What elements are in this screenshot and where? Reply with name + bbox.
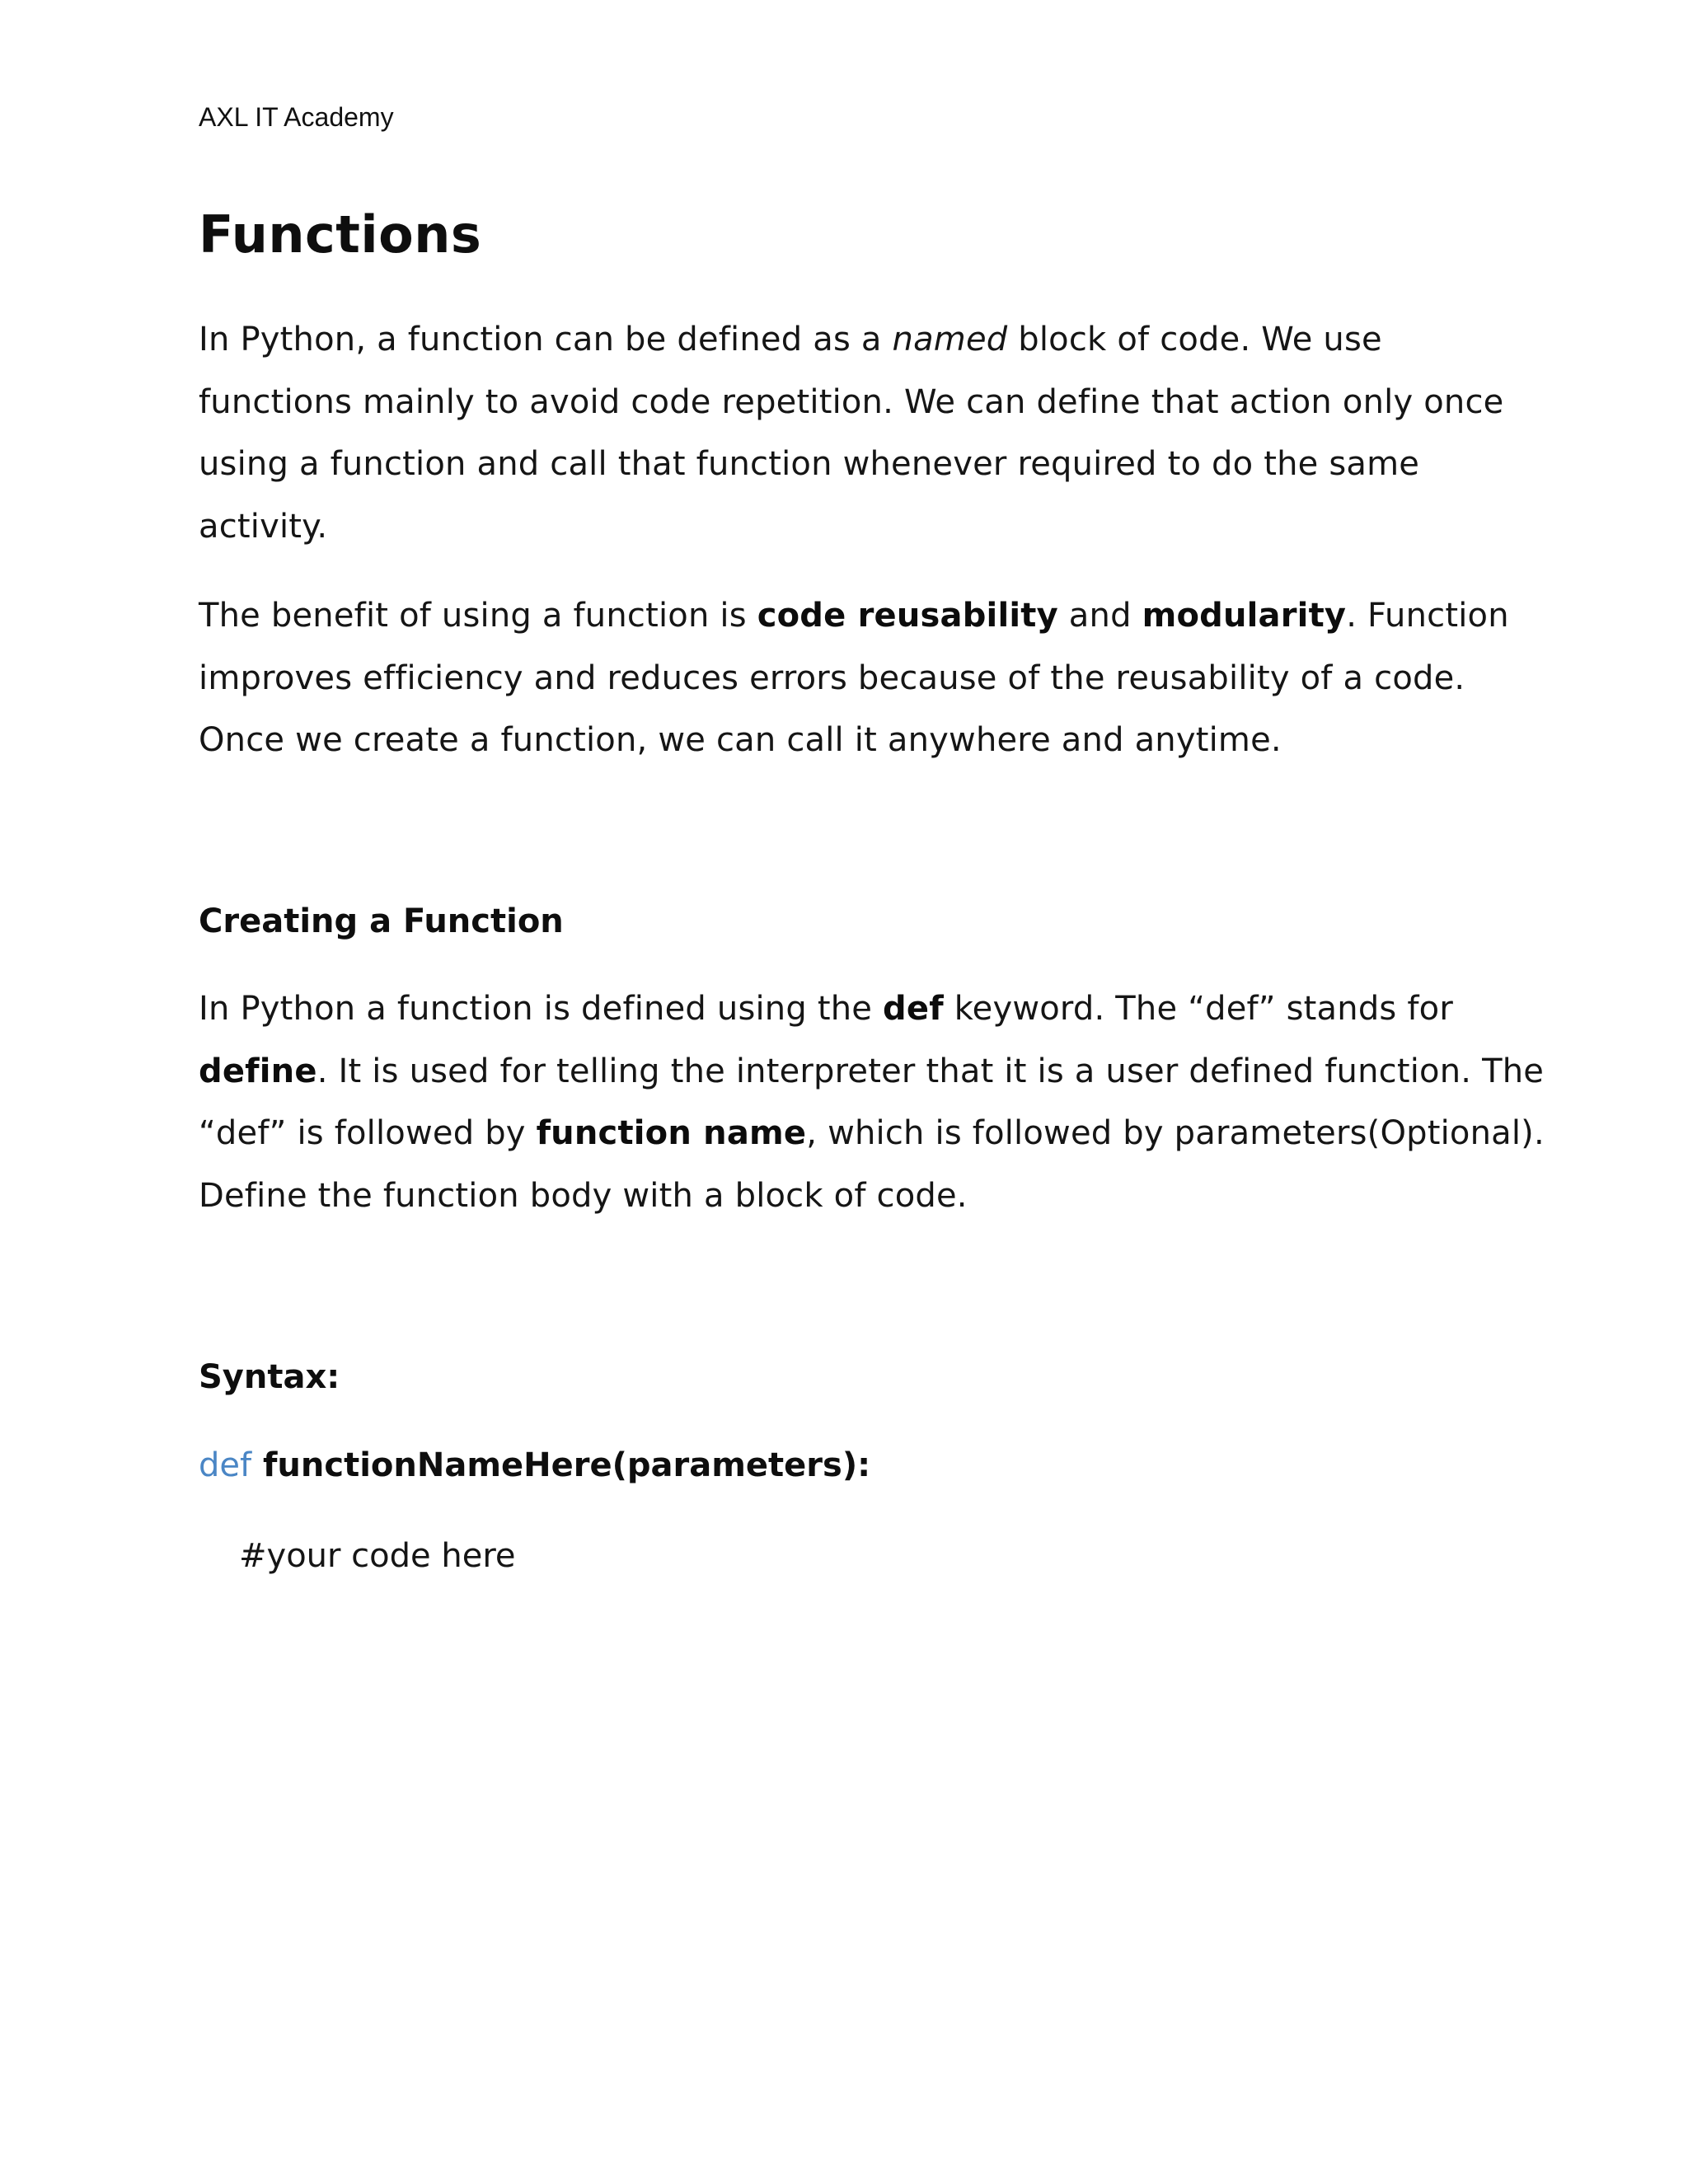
text-run: The benefit of using a function is xyxy=(199,597,757,635)
text-line: improves efficiency and reduces errors because of the reusability of a code. xyxy=(199,658,1465,697)
text-run: “def” is followed by xyxy=(199,1114,537,1152)
text-line xyxy=(199,585,1509,648)
text-run: keyword. The “def” stands for xyxy=(943,990,1453,1028)
text-run: . It is used for telling the interpreter that it is a user defined function. The xyxy=(316,1052,1545,1090)
section-heading-syntax: Syntax: xyxy=(199,1358,340,1396)
text-line: activity. xyxy=(199,507,328,546)
intro-paragraph-2 xyxy=(199,585,1509,772)
bold-define: define xyxy=(199,1052,317,1090)
text-run: and xyxy=(1057,597,1142,635)
text-run: In Python a function is defined using the xyxy=(199,990,884,1028)
text-line xyxy=(199,1103,1545,1165)
text-line xyxy=(199,978,1501,1041)
text-line xyxy=(199,309,1501,372)
section-heading-creating: Creating a Function xyxy=(199,902,564,940)
code-keyword-def: def xyxy=(199,1446,252,1484)
code-function-signature: functionNameHere(parameters): xyxy=(251,1446,871,1484)
syntax-code-signature xyxy=(199,1441,870,1490)
bold-modularity: modularity xyxy=(1142,597,1347,635)
emphasis-named: named xyxy=(892,321,1008,359)
text-line: Define the function body with a block of code. xyxy=(199,1176,968,1215)
text-line: using a function and call that function whenever required to do the same xyxy=(199,445,1420,483)
text-run: In Python, a function can be defined as a xyxy=(199,321,893,359)
text-run: block of code. We use xyxy=(1007,321,1382,359)
intro-paragraph-1 xyxy=(199,309,1504,558)
text-line xyxy=(199,1041,1545,1104)
text-line: functions mainly to avoid code repetition. We can define that action only once xyxy=(199,382,1504,421)
bold-def: def xyxy=(883,990,944,1028)
page-header: AXL IT Academy xyxy=(199,102,394,132)
text-run: , which is followed by parameters(Optional). xyxy=(806,1114,1545,1152)
bold-function-name: function name xyxy=(536,1114,807,1152)
text-run: . Function xyxy=(1346,597,1509,635)
bold-code-reusability: code reusability xyxy=(757,597,1058,635)
text-line: Once we create a function, we can call it anywhere and anytime. xyxy=(199,721,1282,759)
page-title: Functions xyxy=(199,204,482,265)
creating-paragraph xyxy=(199,978,1545,1227)
syntax-code-body: #your code here xyxy=(239,1537,516,1575)
